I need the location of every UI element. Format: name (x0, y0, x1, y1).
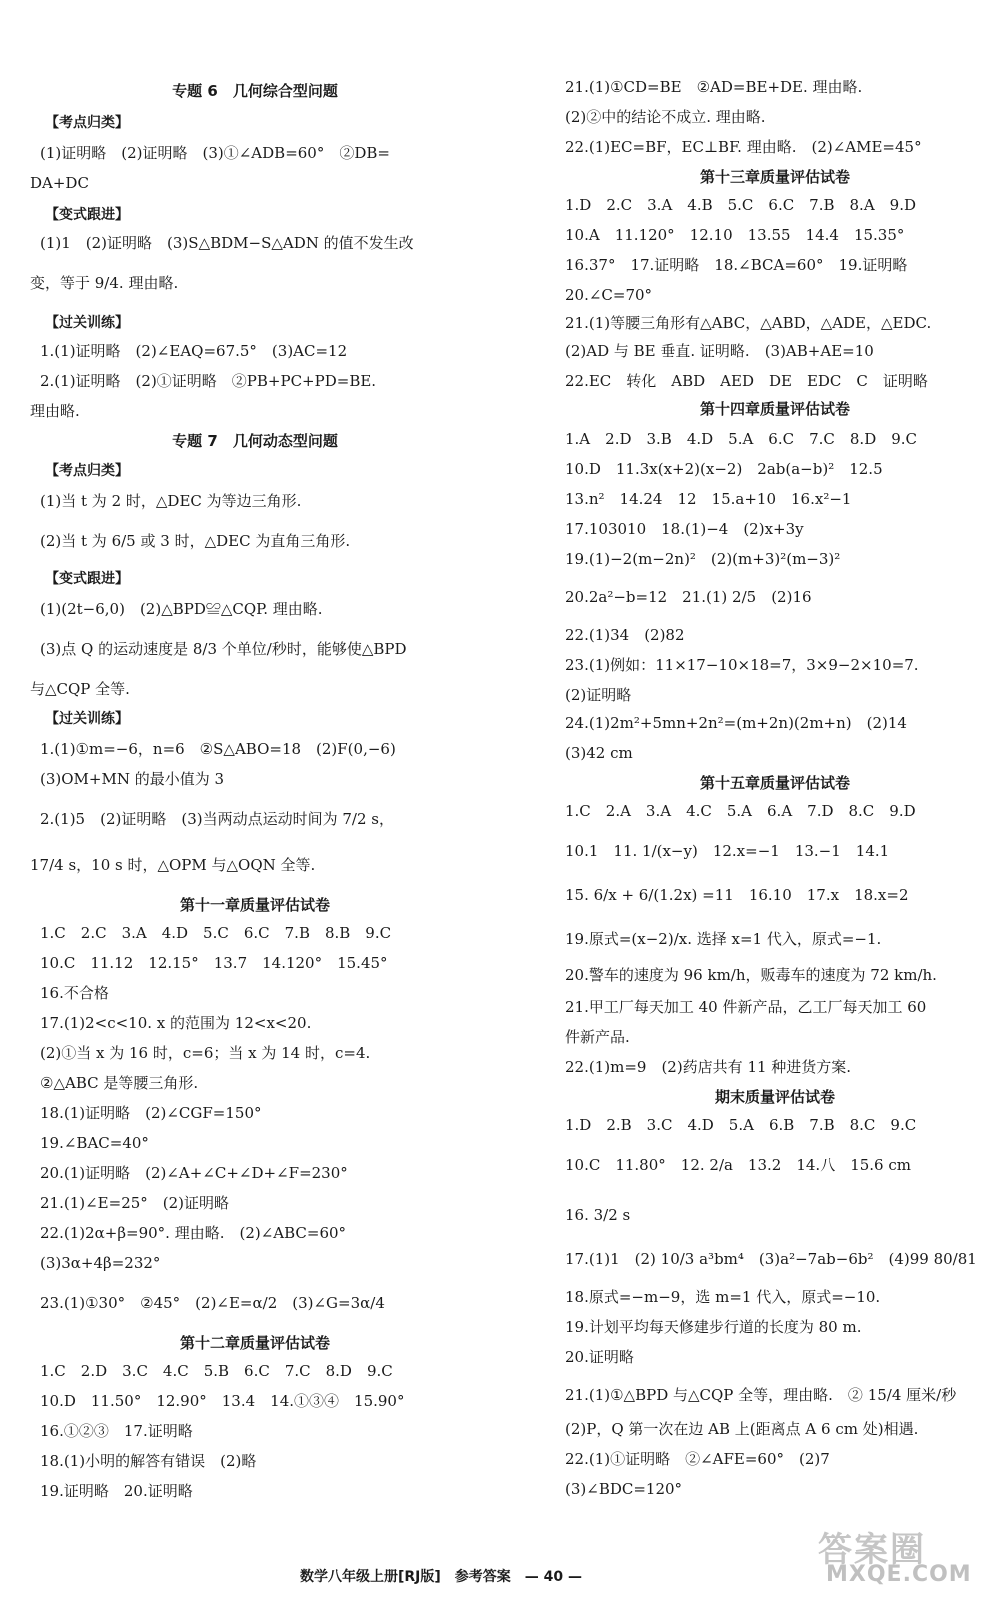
answer-line: 17.(1)2<c<10. x 的范围为 12<x<20. (40, 1014, 312, 1032)
answer-line: 20.(1)证明略 (2)∠A+∠C+∠D+∠F=230° (40, 1164, 348, 1182)
answer-line: (3)点 Q 的运动速度是 8/3 个单位/秒时，能够使△BPD (40, 640, 407, 658)
answer-line: 16.不合格 (40, 984, 109, 1002)
answer-line: (2)证明略 (565, 686, 632, 704)
answer-line: (2)当 t 为 6/5 或 3 时，△DEC 为直角三角形. (40, 532, 351, 550)
answer-line: 19.(1)−2(m−2n)² (2)(m+3)²(m−3)² (565, 550, 841, 568)
answer-line: 21.甲工厂每天加工 40 件新产品，乙工厂每天加工 60 (565, 998, 927, 1016)
answer-line: 17.103010 18.(1)−4 (2)x+3y (565, 520, 804, 538)
answer-line: 1.D 2.B 3.C 4.D 5.A 6.B 7.B 8.C 9.C (565, 1116, 917, 1134)
watermark-text: 答案圈 (818, 1530, 926, 1570)
answer-line: (1)(2t−6,0) (2)△BPD≌△CQP. 理由略. (40, 600, 323, 618)
answer-line: 19.计划平均每天修建步行道的长度为 80 m. (565, 1318, 862, 1336)
answer-line: 22.(1)2α+β=90°. 理由略. (2)∠ABC=60° (40, 1224, 347, 1242)
answer-line: (3)3α+4β=232° (40, 1254, 161, 1272)
answer-line: 10.C 11.80° 12. 2/a 13.2 14.八 15.6 cm (565, 1156, 911, 1174)
answer-line: 18.(1)证明略 (2)∠CGF=150° (40, 1104, 262, 1122)
answer-line: 21.(1)等腰三角形有△ABC，△ABD，△ADE，△EDC. (565, 314, 932, 332)
answer-line: 20.证明略 (565, 1348, 634, 1366)
answer-line: 10.D 11.50° 12.90° 13.4 14.①③④ 15.90° (40, 1392, 405, 1410)
answer-line: (1)当 t 为 2 时，△DEC 为等边三角形. (40, 492, 302, 510)
watermark-logo (818, 1522, 988, 1592)
answer-line: 1.(1)①m=−6，n=6 ②S△ABO=18 (2)F(0,−6) (40, 740, 396, 758)
answer-line: 1.C 2.C 3.A 4.D 5.C 6.C 7.B 8.B 9.C (40, 924, 392, 942)
section-heading: 专题 6 几何综合型问题 (172, 82, 338, 100)
section-heading: 第十五章质量评估试卷 (699, 774, 850, 792)
section-tag: 【考点归类】 (45, 115, 129, 131)
answer-line: 2.(1)5 (2)证明略 (3)当两动点运动时间为 7/2 s， (40, 810, 394, 828)
answer-line: (1)证明略 (2)证明略 (3)①∠ADB=60° ②DB= (40, 144, 390, 162)
watermark-url: MXQE.COM (826, 1562, 972, 1587)
section-tag: 【变式跟进】 (45, 571, 129, 587)
answer-line: 1.D 2.C 3.A 4.B 5.C 6.C 7.B 8.A 9.D (565, 196, 916, 214)
answer-line: (2)①当 x 为 16 时，c=6；当 x 为 14 时，c=4. (40, 1044, 371, 1062)
answer-line: 16.①②③ 17.证明略 (40, 1422, 193, 1440)
section-tag: 【过关训练】 (45, 711, 129, 727)
section-tag: 【考点归类】 (45, 463, 129, 479)
answer-line: 20.2a²−b=12 21.(1) 2/5 (2)16 (565, 588, 812, 606)
answer-line: 20.∠C=70° (565, 286, 653, 304)
section-heading: 第十一章质量评估试卷 (179, 896, 330, 914)
answer-line: 22.(1)34 (2)82 (565, 626, 685, 644)
answer-line: 1.C 2.A 3.A 4.C 5.A 6.A 7.D 8.C 9.D (565, 802, 916, 820)
answer-line: (1)1 (2)证明略 (3)S△BDM−S△ADN 的值不发生改 (40, 234, 414, 252)
answer-line: 20.警车的速度为 96 km/h，贩毒车的速度为 72 km/h. (565, 966, 937, 984)
answer-line: 24.(1)2m²+5mn+2n²=(m+2n)(2m+n) (2)14 (565, 714, 907, 732)
answer-line: 17.(1)1 (2) 10/3 a³bm⁴ (3)a²−7ab−6b² (4)99 80/81 (565, 1250, 977, 1268)
answer-line: 18.原式=−m−9，选 m=1 代入，原式=−10. (565, 1288, 881, 1306)
answer-line: 23.(1)例如：11×17−10×18=7，3×9−2×10=7. (565, 656, 919, 674)
answer-line: 19.∠BAC=40° (40, 1134, 149, 1152)
answer-line: (2)AD 与 BE 垂直. 证明略. (3)AB+AE=10 (565, 342, 874, 360)
answer-line: 理由略. (30, 402, 80, 420)
answer-line: (3)∠BDC=120° (565, 1480, 683, 1498)
answer-line: 13.n² 14.24 12 15.a+10 16.x²−1 (565, 490, 852, 508)
answer-line: 1.A 2.D 3.B 4.D 5.A 6.C 7.C 8.D 9.C (565, 430, 918, 448)
answer-line: 16.37° 17.证明略 18.∠BCA=60° 19.证明略 (565, 256, 908, 274)
answer-line: 变，等于 9/4. 理由略. (30, 274, 179, 292)
answer-line: 16. 3/2 s (565, 1206, 631, 1224)
answer-line: DA+DC (30, 174, 89, 192)
answer-line: 22.EC 转化 ABD AED DE EDC C 证明略 (565, 372, 928, 390)
section-tag: 【变式跟进】 (45, 207, 129, 223)
answer-line: 10.C 11.12 12.15° 13.7 14.120° 15.45° (40, 954, 388, 972)
answer-line: 17/4 s，10 s 时，△OPM 与△OQN 全等. (30, 856, 316, 874)
answer-line: (2)②中的结论不成立. 理由略. (565, 108, 766, 126)
answer-line: 22.(1)①证明略 ②∠AFE=60° (2)7 (565, 1450, 830, 1468)
answer-line: 2.(1)证明略 (2)①证明略 ②PB+PC+PD=BE. (40, 372, 377, 390)
answer-line: 1.C 2.D 3.C 4.C 5.B 6.C 7.C 8.D 9.C (40, 1362, 393, 1380)
answer-line: 22.(1)m=9 (2)药店共有 11 种进货方案. (565, 1058, 852, 1076)
answer-line: (3)OM+MN 的最小值为 3 (40, 770, 225, 788)
answer-line: 10.D 11.3x(x+2)(x−2) 2ab(a−b)² 12.5 (565, 460, 883, 478)
answer-line: 18.(1)小明的解答有错误 (2)略 (40, 1452, 257, 1470)
answer-line: 19.原式=(x−2)/x. 选择 x=1 代入，原式=−1. (565, 930, 882, 948)
section-heading: 第十三章质量评估试卷 (699, 168, 850, 186)
page-footer: 数学八年级上册[RJ版] 参考答案 — 40 — (300, 1569, 583, 1585)
answer-line: 19.证明略 20.证明略 (40, 1482, 193, 1500)
section-heading: 第十四章质量评估试卷 (699, 400, 850, 418)
answer-line: 件新产品. (565, 1028, 630, 1046)
section-heading: 专题 7 几何动态型问题 (172, 432, 338, 450)
answer-line: (2)P，Q 第一次在边 AB 上(距离点 A 6 cm 处)相遇. (565, 1420, 919, 1438)
answer-line: ②△ABC 是等腰三角形. (40, 1074, 199, 1092)
answer-line: 10.1 11. 1/(x−y) 12.x=−1 13.−1 14.1 (565, 842, 890, 860)
answer-line: 21.(1)∠E=25° (2)证明略 (40, 1194, 230, 1212)
answer-line: 23.(1)①30° ②45° (2)∠E=α/2 (3)∠G=3α/4 (40, 1294, 385, 1312)
answer-line: 15. 6/x + 6/(1.2x) =11 16.10 17.x 18.x=2 (565, 886, 909, 904)
answer-line: 10.A 11.120° 12.10 13.55 14.4 15.35° (565, 226, 905, 244)
section-heading: 第十二章质量评估试卷 (179, 1334, 330, 1352)
answer-line: (3)42 cm (565, 744, 633, 762)
answer-line: 21.(1)①△BPD 与△CQP 全等，理由略. ② 15/4 厘米/秒 (565, 1386, 957, 1404)
answer-line: 1.(1)证明略 (2)∠EAQ=67.5° (3)AC=12 (40, 342, 348, 360)
answer-line: 与△CQP 全等. (30, 680, 130, 698)
answer-line: 22.(1)EC=BF，EC⊥BF. 理由略. (2)∠AME=45° (565, 138, 922, 156)
section-tag: 【过关训练】 (45, 315, 129, 331)
section-heading: 期末质量评估试卷 (714, 1088, 835, 1106)
answer-line: 21.(1)①CD=BE ②AD=BE+DE. 理由略. (565, 78, 863, 96)
